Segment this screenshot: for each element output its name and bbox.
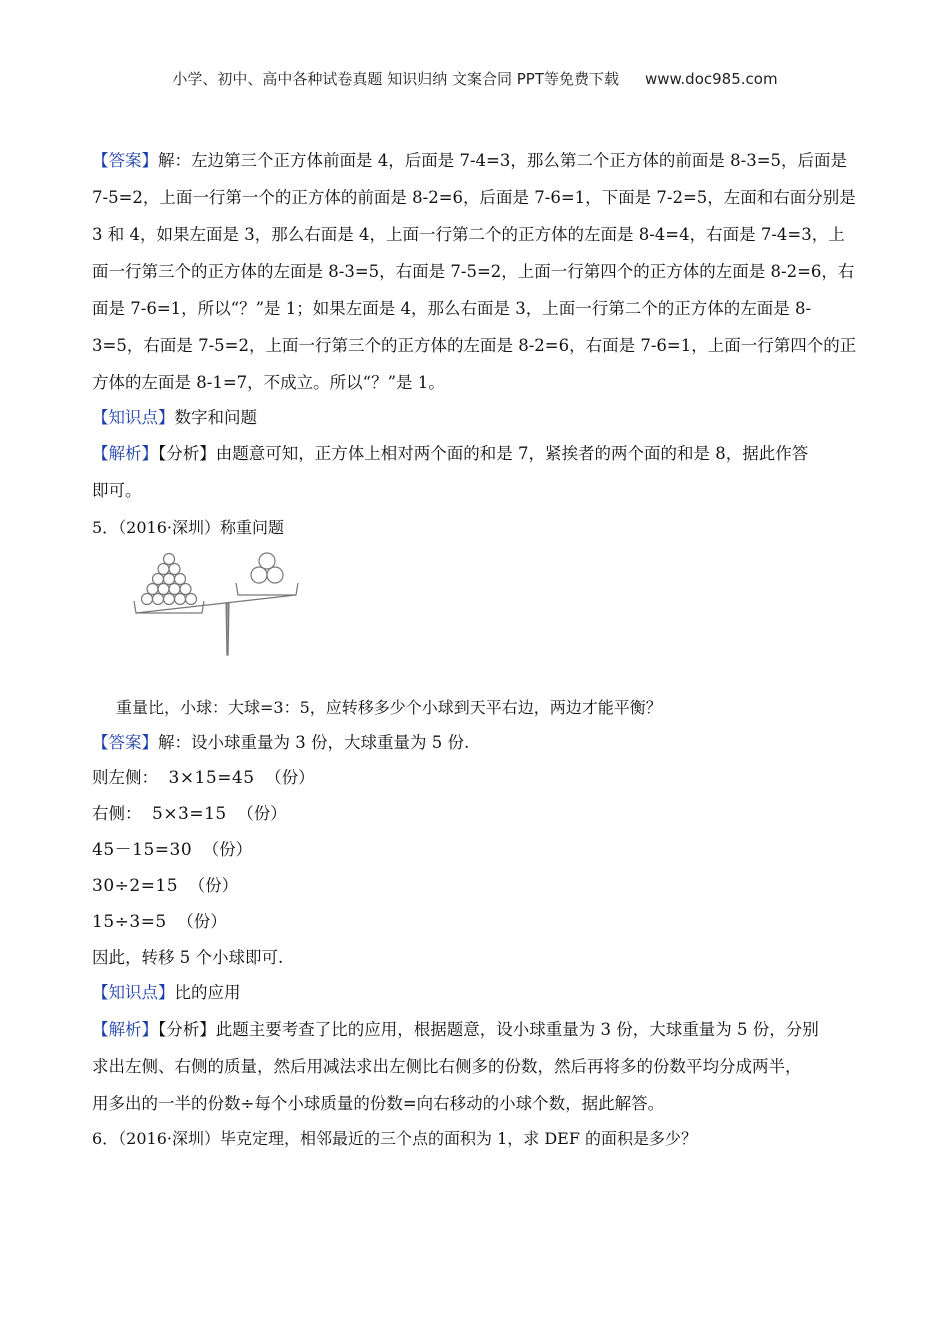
q5-equation-3: 45－15=30 （份） — [92, 840, 253, 860]
q5-knowledge: 【知识点】比的应用 — [92, 983, 241, 1002]
q5-conclusion: 因此，转移 5 个小球即可. — [92, 948, 284, 967]
q5-analysis-line-2: 求出左侧、右侧的质量，然后用减法求出左侧比右侧多的份数，然后再将多的份数平均分成两半， — [92, 1057, 802, 1076]
q4-answer-line-2: 7-5=2，上面一行第一个的正方体的前面是 8-2=6，后面是 7-6=1，下面是 7-2=5，左面和右面分别是 — [92, 188, 856, 207]
q4-answer-line-6: 3=5，右面是 7-5=2，上面一行第三个的正方体的左面是 8-2=6，右面是 7-6=1，上面一行第四个的正 — [92, 336, 857, 355]
q5-equation-5: 15÷3=5 （份） — [92, 912, 227, 932]
q5-equation-1: 则左侧： 3×15=45 （份） — [92, 768, 315, 788]
answer-tag: 【答案】 — [92, 733, 158, 752]
header-site-link[interactable]: www.doc985.com — [644, 70, 778, 88]
q4-answer-line-5: 面是 7-6=1，所以“？”是 1；如果左面是 4，那么右面是 3，上面一行第二个的正方体的左面是 8- — [92, 299, 812, 318]
analysis-sub-tag: 【分析】 — [158, 444, 216, 463]
q4-knowledge: 【知识点】数字和问题 — [92, 408, 257, 427]
analysis-sub-tag: 【分析】 — [158, 1020, 216, 1039]
q4-answer-line-4: 面一行第三个的正方体的左面是 8-3=5，右面是 7-5=2，上面一行第四个的正方体的左面是 8-2=6，右 — [92, 262, 855, 281]
knowledge-tag: 【知识点】 — [92, 408, 175, 427]
q5-title: 5．（2016·深圳）称重问题 — [92, 518, 284, 537]
analysis-tag: 【解析】 — [92, 444, 158, 463]
page-header — [0, 68, 950, 89]
q4-answer-line-1: 【答案】解：左边第三个正方体前面是 4，后面是 7-4=3，那么第二个正方体的前面是 8-3=5，后面是 — [92, 151, 848, 170]
q6-title: 6．（2016·深圳）毕克定理，相邻最近的三个点的面积为 1，求 DEF 的面积是多少？ — [92, 1129, 698, 1148]
q5-analysis-line-1: 【解析】【分析】此题主要考查了比的应用，根据题意，设小球重量为 3 份，大球重量为 5 份，分别 — [92, 1020, 819, 1039]
q5-analysis-line-3: 用多出的一半的份数÷每个小球质量的份数=向右移动的小球个数，据此解答。 — [92, 1094, 665, 1113]
q5-question: 重量比，小球：大球=3：5，应转移多少个小球到天平右边，两边才能平衡？ — [116, 698, 662, 717]
answer-tag: 【答案】 — [92, 151, 158, 170]
q4-answer-line-3: 3 和 4，如果左面是 3，那么右面是 4，上面一行第二个的正方体的左面是 8-4=4，右面是 7-4=3，上 — [92, 225, 845, 244]
q5-equation-4: 30÷2=15 （份） — [92, 876, 239, 896]
header-text: 小学、初中、高中各种试卷真题 知识归纳 文案合同 PPT等免费下载 — [172, 70, 619, 88]
q4-analysis-line-1: 【解析】【分析】由题意可知，正方体上相对两个面的和是 7，紧挨者的两个面的和是 8，据此作答 — [92, 444, 809, 463]
knowledge-tag: 【知识点】 — [92, 983, 175, 1002]
analysis-tag: 【解析】 — [92, 1020, 158, 1039]
balance-scale-figure — [92, 549, 862, 681]
q5-equation-2: 右侧： 5×3=15 （份） — [92, 804, 287, 824]
q4-answer-line-7: 方体的左面是 8-1=7，不成立。所以“？”是 1。 — [92, 373, 445, 392]
document-body — [92, 142, 862, 1156]
balance-scale-icon — [132, 549, 312, 674]
q4-analysis-line-2: 即可。 — [92, 481, 142, 500]
q5-answer-intro: 【答案】解：设小球重量为 3 份，大球重量为 5 份. — [92, 733, 470, 752]
